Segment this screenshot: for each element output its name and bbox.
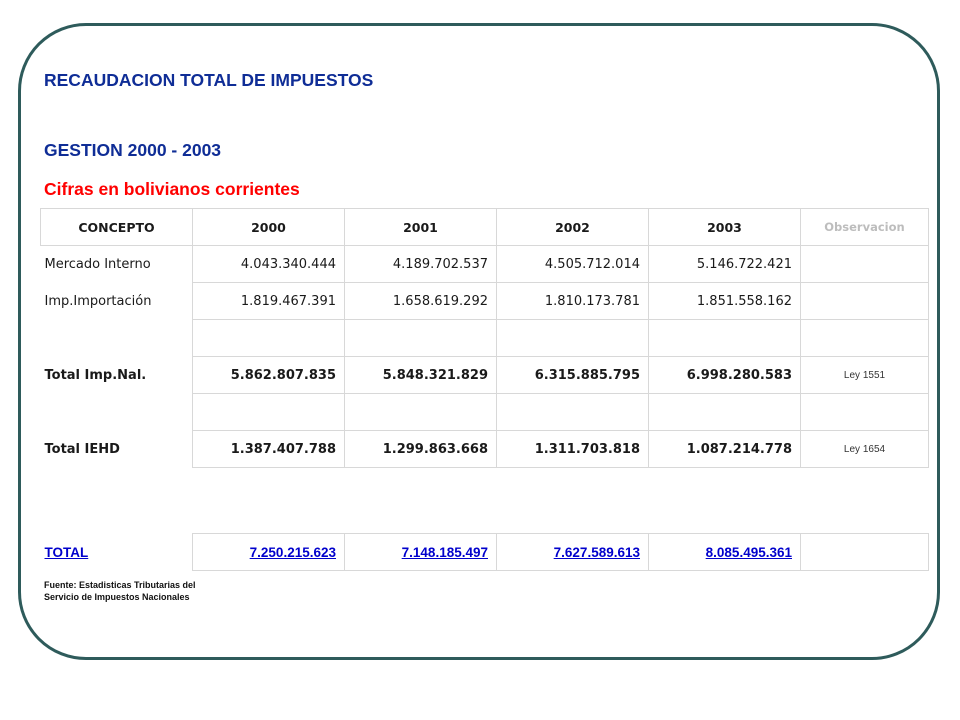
header-observacion: Observacion <box>801 209 929 246</box>
empty-cell <box>649 320 801 357</box>
header-2001: 2001 <box>345 209 497 246</box>
cell-value: 5.848.321.829 <box>345 357 497 394</box>
cell-value: 6.998.280.583 <box>649 357 801 394</box>
cell-value: 4.189.702.537 <box>345 246 497 283</box>
header-2003: 2003 <box>649 209 801 246</box>
currency-note: Cifras en bolivianos corrientes <box>44 179 300 199</box>
cell-observacion: Ley 1551 <box>801 357 929 394</box>
cell-value: 1.387.407.788 <box>193 431 345 468</box>
header-concepto: CONCEPTO <box>41 209 193 246</box>
table-row <box>41 357 929 394</box>
cell-value: 1.851.558.162 <box>649 283 801 320</box>
cell-value: 4.043.340.444 <box>193 246 345 283</box>
cell-value: 1.810.173.781 <box>497 283 649 320</box>
empty-cell <box>649 394 801 431</box>
empty-cell <box>193 468 345 534</box>
tax-table <box>40 208 929 571</box>
empty-cell <box>497 394 649 431</box>
cell-value: 1.087.214.778 <box>649 431 801 468</box>
table-row <box>41 431 929 468</box>
total-row <box>41 534 929 571</box>
empty-cell <box>193 320 345 357</box>
row-label: Imp.Importación <box>44 293 152 309</box>
cell-value: 1.299.863.668 <box>345 431 497 468</box>
empty-cell <box>345 320 497 357</box>
total-link-2002[interactable]: 7.627.589.613 <box>497 534 649 571</box>
cell-value: 6.315.885.795 <box>497 357 649 394</box>
empty-cell <box>649 468 801 534</box>
spacer-row <box>41 394 929 431</box>
total-label-link[interactable]: TOTAL <box>44 544 89 560</box>
cell-value: 5.862.807.835 <box>193 357 345 394</box>
cell-observacion <box>801 246 929 283</box>
spacer-row <box>41 468 929 534</box>
row-label: Total Imp.Nal. <box>44 367 147 383</box>
total-link-2001[interactable]: 7.148.185.497 <box>345 534 497 571</box>
header-2000: 2000 <box>193 209 345 246</box>
empty-cell <box>41 320 193 357</box>
source-note: Fuente: Estadisticas Tributarias del Servicio de Impuestos Nacionales <box>44 580 196 602</box>
cell-value: 4.505.712.014 <box>497 246 649 283</box>
empty-cell <box>801 468 929 534</box>
row-label: Mercado Interno <box>44 256 151 272</box>
empty-cell <box>41 394 193 431</box>
empty-cell <box>497 468 649 534</box>
empty-cell <box>497 320 649 357</box>
empty-cell <box>801 394 929 431</box>
spacer-row <box>41 320 929 357</box>
header-2002: 2002 <box>497 209 649 246</box>
cell-value: 5.146.722.421 <box>649 246 801 283</box>
table-row <box>41 246 929 283</box>
empty-cell <box>41 468 193 534</box>
cell-value: 1.819.467.391 <box>193 283 345 320</box>
empty-cell <box>345 394 497 431</box>
cell-value: 1.311.703.818 <box>497 431 649 468</box>
cell-observacion: Ley 1654 <box>801 431 929 468</box>
empty-cell <box>345 468 497 534</box>
table-row <box>41 283 929 320</box>
empty-cell <box>801 320 929 357</box>
header-row <box>41 209 929 246</box>
cell-observacion <box>801 534 929 571</box>
cell-value: 1.658.619.292 <box>345 283 497 320</box>
total-link-2000[interactable]: 7.250.215.623 <box>193 534 345 571</box>
period-title: GESTION 2000 - 2003 <box>44 140 222 160</box>
row-label: Total IEHD <box>44 441 120 457</box>
total-link-2003[interactable]: 8.085.495.361 <box>649 534 801 571</box>
empty-cell <box>193 394 345 431</box>
cell-observacion <box>801 283 929 320</box>
page-title: RECAUDACION TOTAL DE IMPUESTOS <box>44 70 374 90</box>
